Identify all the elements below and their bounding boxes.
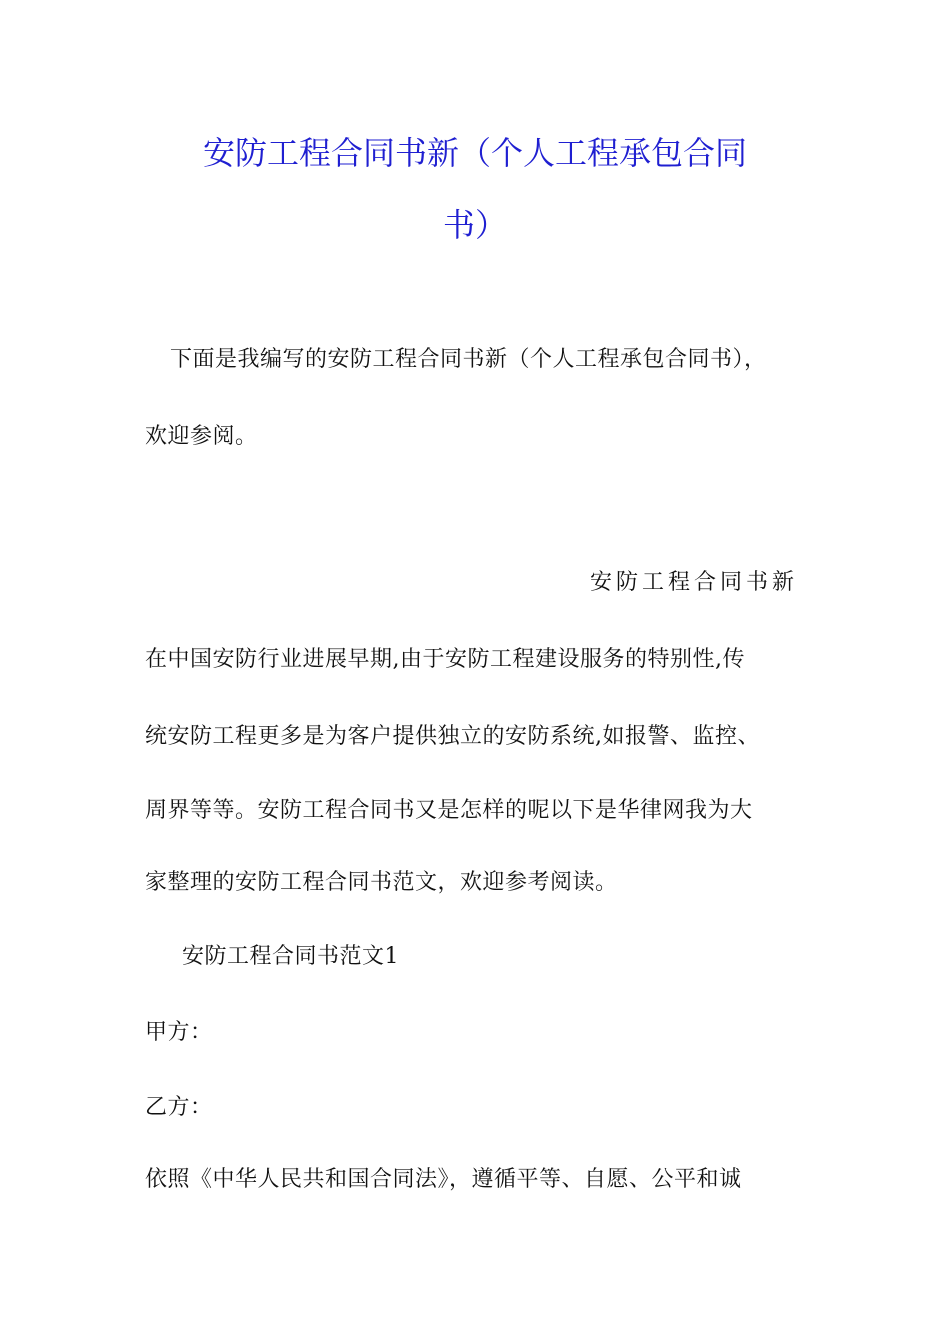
- sample-heading: 安防工程合同书范文1: [182, 944, 399, 969]
- intro-paragraph-line-1: 下面是我编写的安防工程合同书新（个人工程承包合同书），: [170, 347, 767, 372]
- section-heading: 安防工程合同书新: [590, 570, 799, 595]
- body-line-1: 在中国安防行业进展早期,由于安防工程建设服务的特别性,传: [145, 647, 745, 672]
- body-line-3: 周界等等。安防工程合同书又是怎样的呢以下是华律网我为大: [145, 798, 753, 823]
- body-last-line: 依照《中华人民共和国合同法》，遵循平等、自愿、公平和诚: [145, 1167, 742, 1192]
- party-a-label: 甲方：: [145, 1020, 213, 1045]
- body-line-4: 家整理的安防工程合同书范文，欢迎参考阅读。: [145, 870, 618, 895]
- document-title-line-2: 书）: [442, 206, 507, 244]
- body-line-2: 统安防工程更多是为客户提供独立的安防系统,如报警、监控、: [145, 724, 760, 749]
- document-title-line-1: 安防工程合同书新（个人工程承包合同: [202, 134, 747, 172]
- intro-paragraph-line-2: 欢迎参阅。: [145, 424, 258, 449]
- party-b-label: 乙方：: [145, 1095, 213, 1120]
